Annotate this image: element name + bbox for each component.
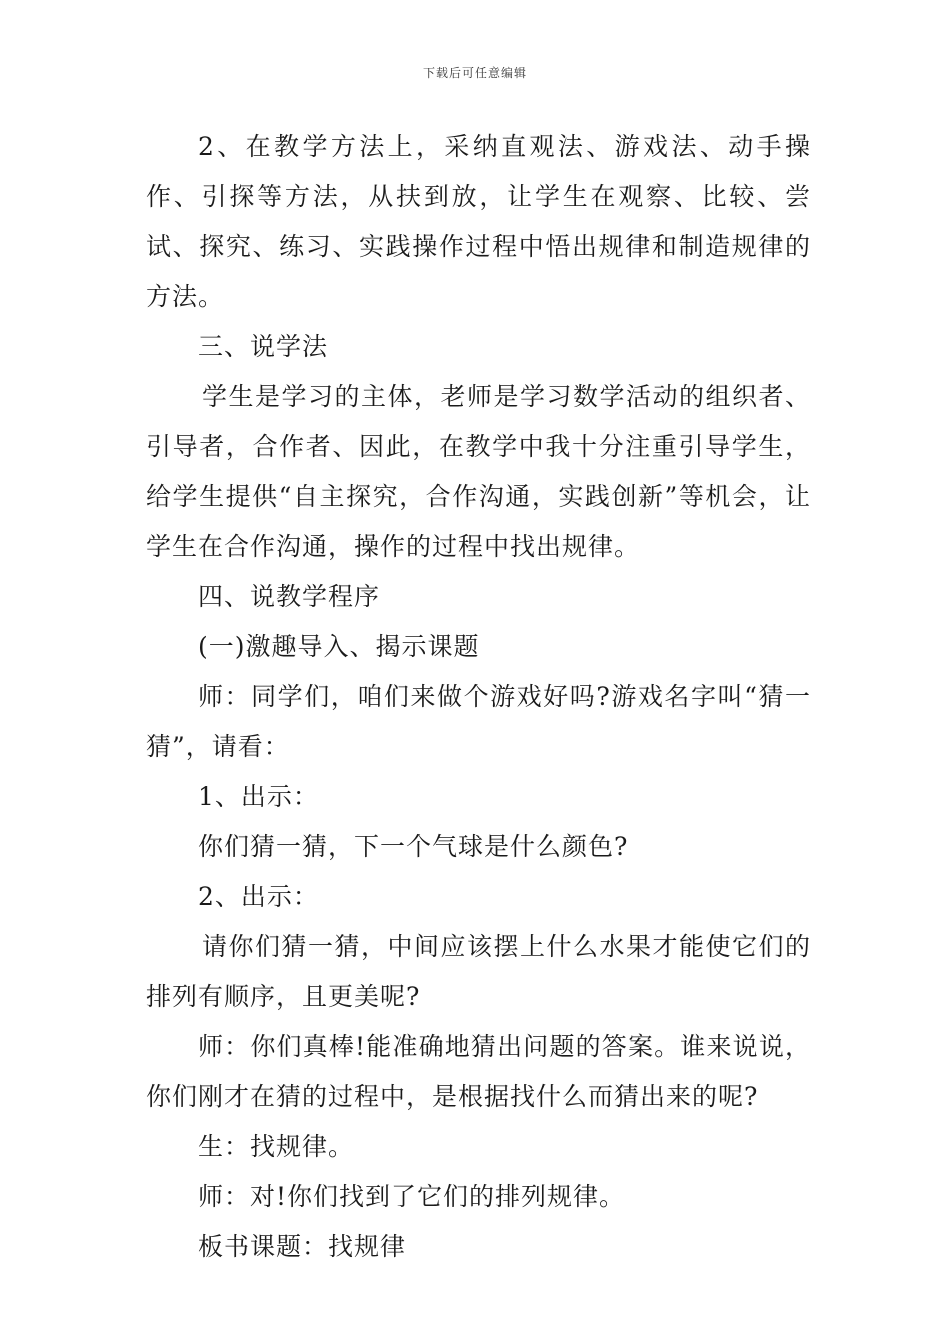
paragraph-learning-methods: 学生是学习的主体，老师是学习数学活动的组织者、引导者，合作者、因此，在教学中我十分注重引导学生，给学生提供“自主探究，合作沟通，实践创新”等机会，让学生在合作沟通，操作的过程中找出规律。 <box>146 382 811 561</box>
document-body <box>146 122 811 1272</box>
dialogue-student-answer: 生：找规律。 <box>198 1132 355 1161</box>
dialogue-teacher-game: 师：同学们，咱们来做个游戏好吗?游戏名字叫“猜一猜”，请看： <box>146 682 811 761</box>
list-item-show-2: 2、出示： <box>198 882 319 911</box>
dialogue-teacher-praise: 师：你们真棒!能准确地猜出问题的答案。谁来说说，你们刚才在猜的过程中，是根据找什么而猜出来的呢? <box>146 1032 811 1111</box>
page-header: 下载后可任意编辑 <box>422 66 527 80</box>
section-heading-learning-methods: 三、说学法 <box>198 332 329 361</box>
subsection-heading-intro: (一)激趣导入、揭示课题 <box>198 632 480 661</box>
board-title: 板书课题：找规律 <box>198 1232 407 1261</box>
paragraph-teaching-methods: 2、在教学方法上，采纳直观法、游戏法、动手操作、引探等方法，从扶到放，让学生在观察、比较、尝试、探究、练习、实践操作过程中悟出规律和制造规律的方法。 <box>146 132 811 311</box>
list-item-show-1: 1、出示： <box>198 782 319 811</box>
dialogue-teacher-confirm: 师：对!你们找到了它们的排列规律。 <box>198 1182 626 1211</box>
question-fruit: 请你们猜一猜，中间应该摆上什么水果才能使它们的排列有顺序，且更美呢? <box>146 932 811 1011</box>
question-balloon: 你们猜一猜，下一个气球是什么颜色? <box>198 832 629 861</box>
section-heading-teaching-procedure: 四、说教学程序 <box>198 582 381 611</box>
